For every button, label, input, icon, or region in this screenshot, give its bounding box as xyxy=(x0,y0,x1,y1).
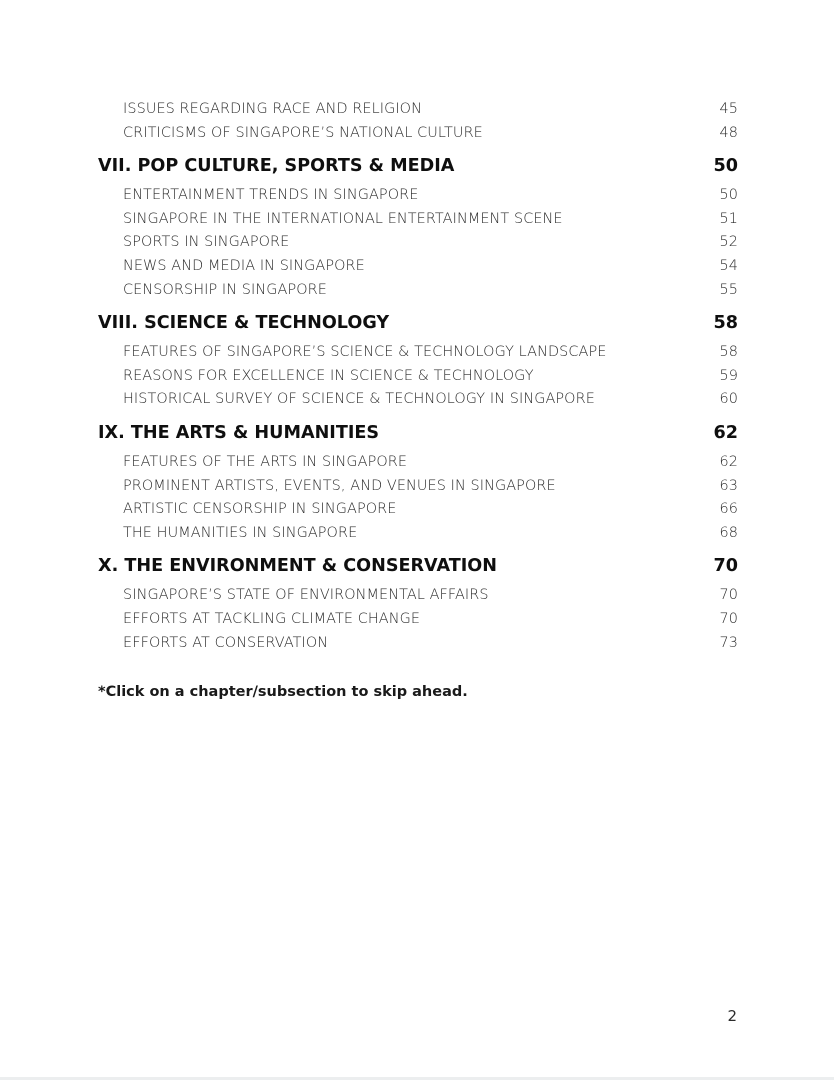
toc-chapter-pop-culture[interactable] xyxy=(98,149,738,184)
toc-entry-page: 58 xyxy=(719,344,738,361)
toc-entry-entertainment-trends[interactable] xyxy=(98,184,738,208)
toc-entry-criticisms-national-culture[interactable] xyxy=(98,122,738,146)
toc-entry-page: 73 xyxy=(719,634,738,651)
toc-chapter-page: 70 xyxy=(713,556,738,577)
toc-entry-page: 63 xyxy=(719,477,738,494)
toc-entry-race-religion[interactable] xyxy=(98,98,738,122)
toc-entry-page: 70 xyxy=(719,587,738,604)
navigation-note: *Click on a chapter/subsection to skip ahead. xyxy=(98,684,468,700)
toc-chapter-title: IX. THE ARTS & HUMANITIES xyxy=(98,422,380,443)
toc-entry-conservation[interactable] xyxy=(98,632,738,656)
toc-entry-page: 52 xyxy=(719,234,738,251)
toc-chapter-arts-humanities[interactable] xyxy=(98,416,738,451)
toc-chapter-page: 58 xyxy=(713,313,738,334)
toc-entry-title: SINGAPORE IN THE INTERNATIONAL ENTERTAINMENT SCENE xyxy=(123,210,563,227)
toc-entry-title: SINGAPORE’S STATE OF ENVIRONMENTAL AFFAIRS xyxy=(123,587,489,604)
toc-chapter-page: 50 xyxy=(713,156,738,177)
toc-entry-title: HISTORICAL SURVEY OF SCIENCE & TECHNOLOGY IN SINGAPORE xyxy=(123,391,595,408)
toc-entry-title: CENSORSHIP IN SINGAPORE xyxy=(123,281,327,298)
toc-entry-title: THE HUMANITIES IN SINGAPORE xyxy=(123,524,358,541)
toc-entry-censorship[interactable] xyxy=(98,279,738,303)
toc-entry-environmental-affairs[interactable] xyxy=(98,584,738,608)
toc-entry-page: 70 xyxy=(719,610,738,627)
toc-entry-title: SPORTS IN SINGAPORE xyxy=(123,234,290,251)
toc-entry-page: 55 xyxy=(719,281,738,298)
toc-entry-page: 54 xyxy=(719,257,738,274)
page-number: 2 xyxy=(727,1007,737,1025)
toc-entry-news-media[interactable] xyxy=(98,255,738,279)
toc-entry-page: 60 xyxy=(719,391,738,408)
toc-entry-title: EFFORTS AT TACKLING CLIMATE CHANGE xyxy=(123,610,421,627)
toc-entry-title: ARTISTIC CENSORSHIP IN SINGAPORE xyxy=(123,501,397,518)
toc-entry-title: NEWS AND MEDIA IN SINGAPORE xyxy=(123,257,365,274)
toc-entry-page: 51 xyxy=(719,210,738,227)
toc-entry-artistic-censorship[interactable] xyxy=(98,498,738,522)
toc-entry-page: 59 xyxy=(719,367,738,384)
toc-chapter-title: VIII. SCIENCE & TECHNOLOGY xyxy=(98,313,390,334)
toc-entry-title: PROMINENT ARTISTS, EVENTS, AND VENUES IN SINGAPORE xyxy=(123,477,556,494)
toc-entry-title: FEATURES OF THE ARTS IN SINGAPORE xyxy=(123,453,408,470)
toc-entry-page: 45 xyxy=(719,101,738,117)
toc-chapter-title: X. THE ENVIRONMENT & CONSERVATION xyxy=(98,556,497,577)
toc-entry-reasons-excellence[interactable] xyxy=(98,365,738,389)
toc-entry-historical-survey[interactable] xyxy=(98,388,738,412)
toc-entry-prominent-artists[interactable] xyxy=(98,475,738,499)
toc-entry-title: ISSUES REGARDING RACE AND RELIGION xyxy=(123,101,422,117)
toc-entry-international-entertainment[interactable] xyxy=(98,208,738,232)
toc-entry-page: 66 xyxy=(719,501,738,518)
toc-chapter-science-technology[interactable] xyxy=(98,306,738,341)
toc-entry-page: 48 xyxy=(719,124,738,141)
toc-chapter-environment[interactable] xyxy=(98,549,738,584)
toc-entry-sports[interactable] xyxy=(98,231,738,255)
toc-entry-page: 62 xyxy=(719,453,738,470)
toc-entry-page: 50 xyxy=(719,187,738,204)
toc-entry-title: EFFORTS AT CONSERVATION xyxy=(123,634,329,651)
toc-entry-title: CRITICISMS OF SINGAPORE’S NATIONAL CULTURE xyxy=(123,124,483,141)
toc-entry-title: ENTERTAINMENT TRENDS IN SINGAPORE xyxy=(123,187,419,204)
toc-entry-humanities[interactable] xyxy=(98,522,738,546)
table-of-contents xyxy=(98,98,738,655)
toc-entry-page: 68 xyxy=(719,524,738,541)
toc-entry-sci-tech-landscape[interactable] xyxy=(98,341,738,365)
toc-entry-title: FEATURES OF SINGAPORE’S SCIENCE & TECHNOLOGY LANDSCAPE xyxy=(123,344,607,361)
toc-entry-features-arts[interactable] xyxy=(98,451,738,475)
toc-entry-title: REASONS FOR EXCELLENCE IN SCIENCE & TECHNOLOGY xyxy=(123,367,534,384)
toc-chapter-page: 62 xyxy=(713,422,738,443)
toc-chapter-title: VII. POP CULTURE, SPORTS & MEDIA xyxy=(98,156,455,177)
toc-entry-climate-change[interactable] xyxy=(98,608,738,632)
